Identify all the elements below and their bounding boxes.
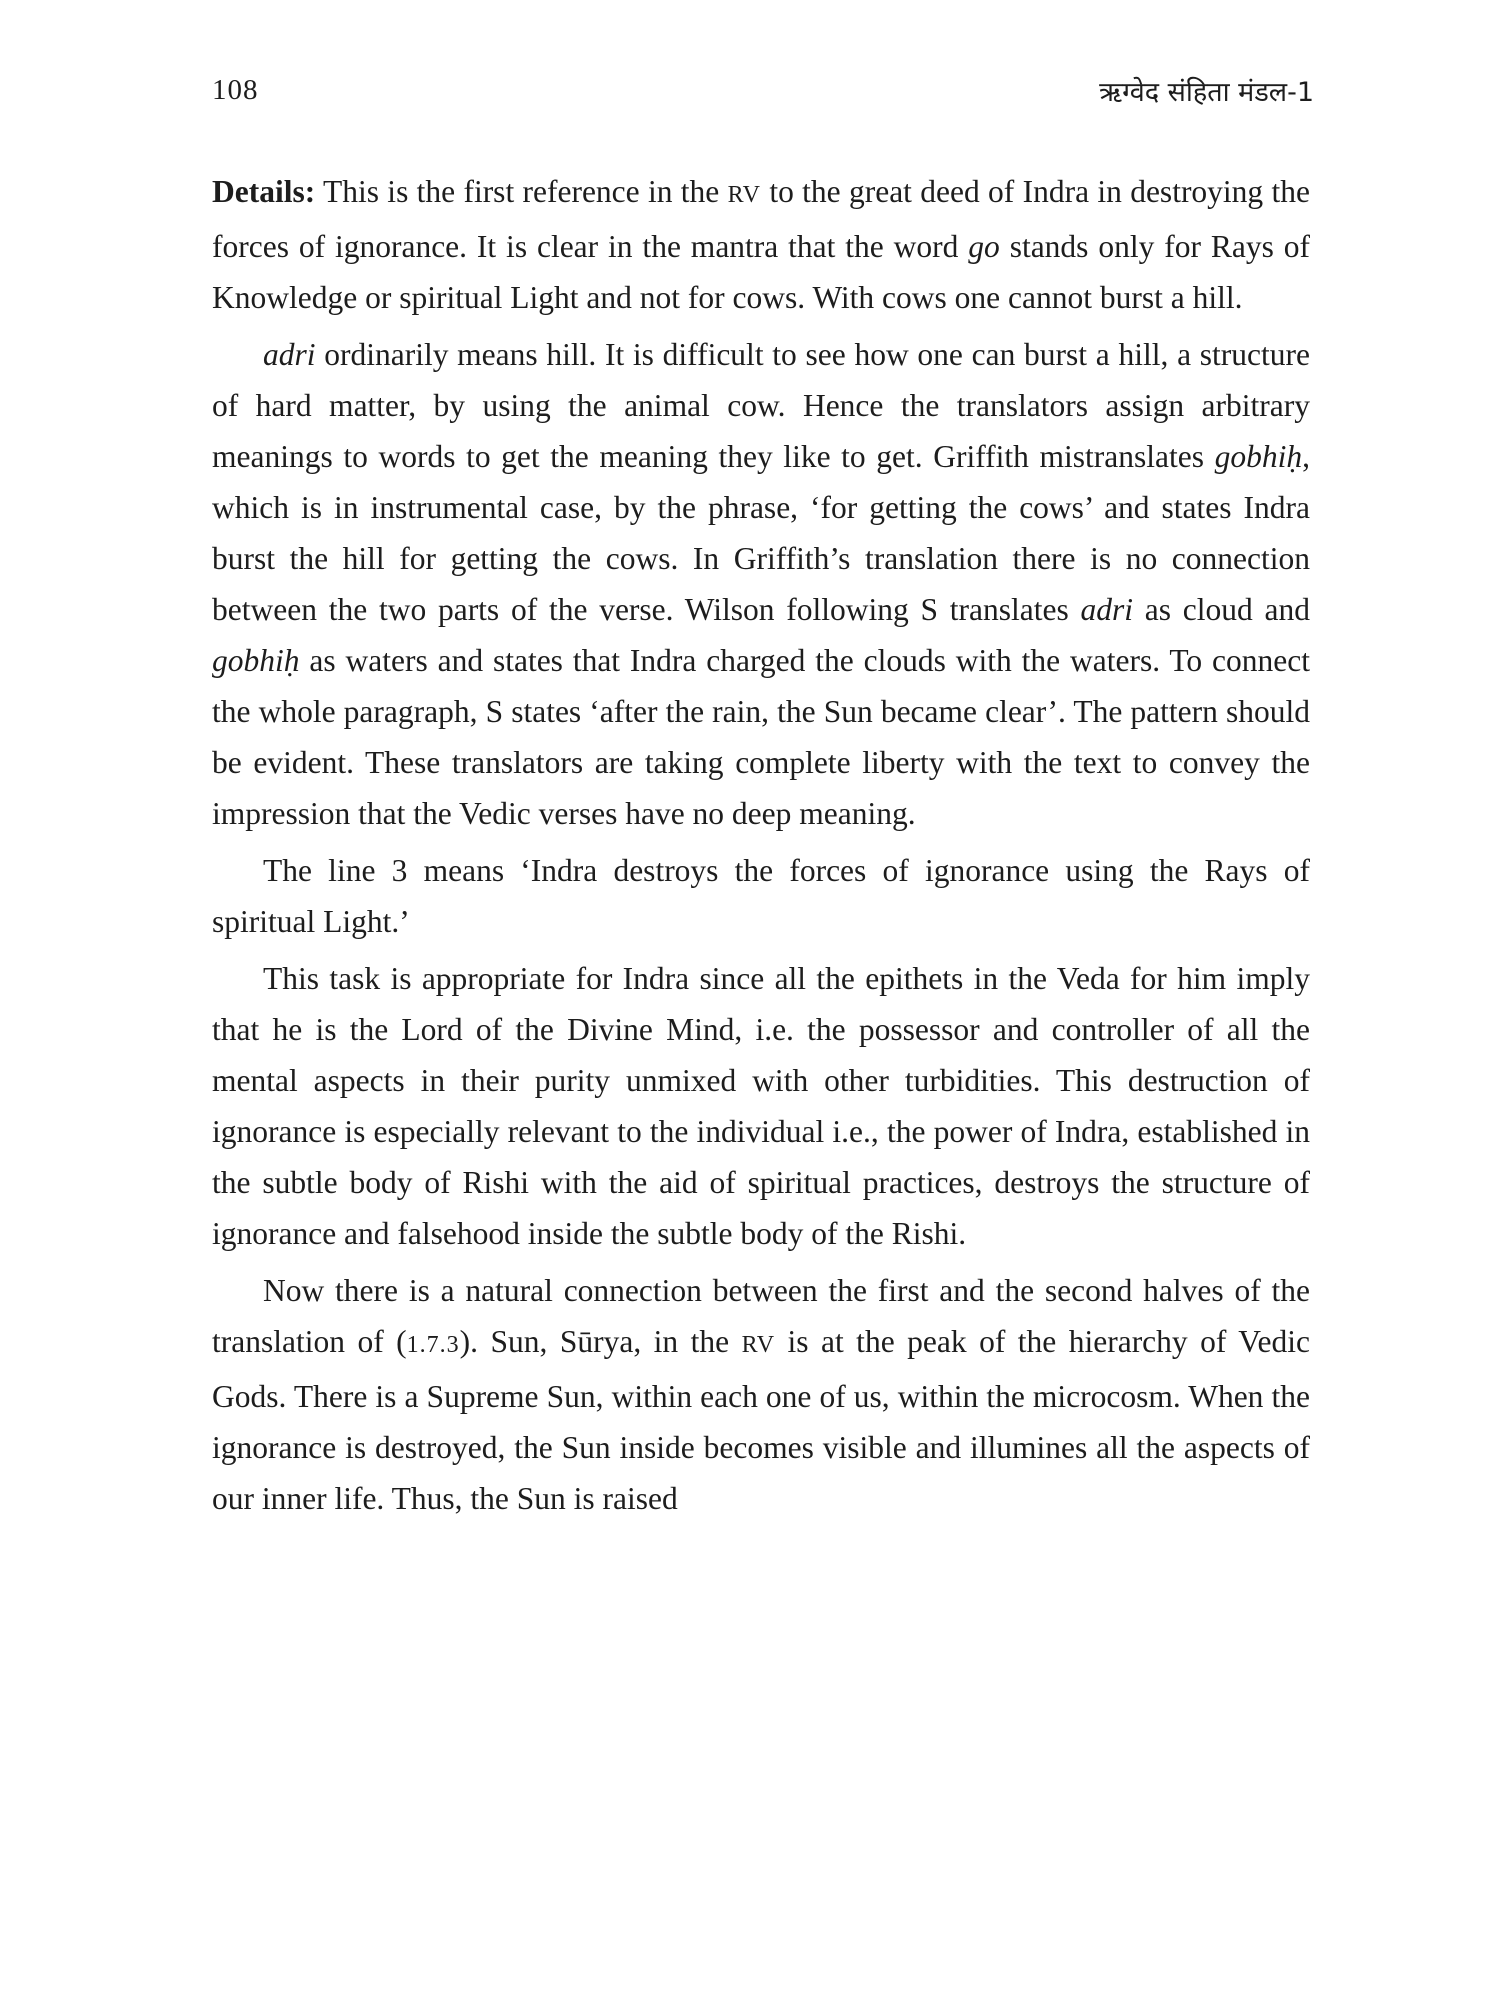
term-go: go (968, 229, 1000, 264)
paragraph-details (212, 166, 1310, 323)
running-head: ऋग्वेद संहिता मंडल-1 (1099, 77, 1314, 108)
paragraph-indra-task: This task is appropriate for Indra since all the epithets in the Veda for him imply that he is the Lord of the Divine Mind, i.e. the possessor and controller of all the mental aspects in their purity unmixed with other turbidities. This destruction of ignorance is especially relevant to the individual i.e., the power of Indra, established in the subtle body of Rishi with the aid of spiritual practices, destroys the structure of ignorance and falsehood inside the subtle body of the Rishi. (212, 961, 1310, 1251)
term-adri: adri (263, 337, 316, 372)
text-run: as cloud and (1133, 592, 1310, 627)
text-run: This is the first reference in the (315, 174, 728, 209)
rv-abbreviation: RV (727, 182, 762, 208)
details-label: Details: (212, 174, 316, 209)
text-run: to the great deed of Indra in destroying the forces of ignorance. It is clear in the mantra that the word (212, 174, 1310, 264)
paragraph-line-3: The line 3 means ‘Indra destroys the forces of ignorance using the Rays of spiritual Light.’ (212, 853, 1310, 939)
body-text (212, 166, 1310, 1530)
text-run: , which is in instrumental case, by the phrase, ‘for getting the cows’ and states Indra burst the hill for getting the cows. In Griffith’s translation there is no connection between the two parts of the verse. Wilson following S translates (212, 439, 1310, 627)
text-run: as waters and states that Indra charged the clouds with the waters. To connect the whole paragraph, S states ‘after the rain, the Sun became clear’. The pattern should be evident. These translators are taking complete liberty with the text to convey the impression that the Vedic verses have no deep meaning. (212, 643, 1310, 831)
text-run: Now there is a natural connection between the first and the second halves of the translation of ( (212, 1273, 1310, 1359)
text-run: ). Sun, Sūrya, in the (459, 1324, 742, 1359)
text-run: is at the peak of the hierarchy of Vedic Gods. There is a Supreme Sun, within each one of us, within the microcosm. When the ignorance is destroyed, the Sun inside becomes visible and illumines all the aspects of our inner life. Thus, the Sun is raised (212, 1324, 1310, 1516)
page-number: 108 (212, 74, 259, 106)
term-adri: adri (1080, 592, 1133, 627)
paragraph-sun (212, 1265, 1310, 1524)
term-gobhih: gobhiḥ (1214, 439, 1303, 474)
term-gobhih: gobhiḥ (212, 643, 300, 678)
verse-reference: 1.7.3 (406, 1332, 460, 1358)
text-run: ordinarily means hill. It is difficult to see how one can burst a hill, a structure of hard matter, by using the animal cow. Hence the translators assign arbitrary meanings to words to get the meaning they like to get. Griffith mistranslates (212, 337, 1310, 474)
rv-abbreviation: RV (741, 1332, 776, 1358)
text-run: stands only for Rays of Knowledge or spiritual Light and not for cows. With cows one cannot burst a hill. (212, 229, 1310, 315)
paragraph-adri (212, 329, 1310, 839)
